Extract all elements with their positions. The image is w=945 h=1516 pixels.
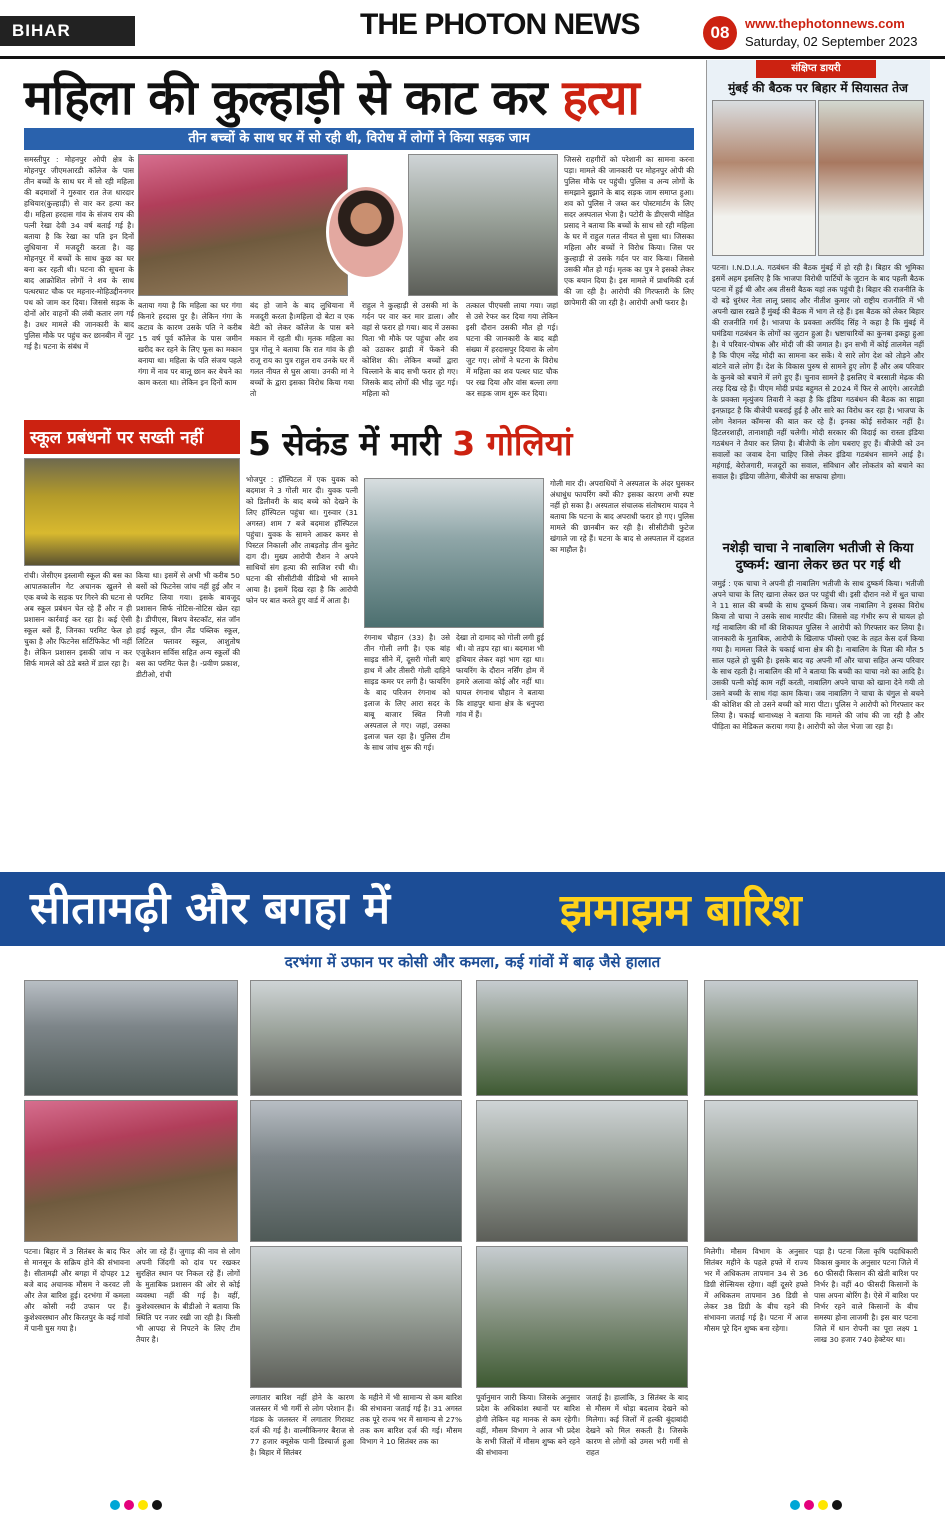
leader-photo-1 [712, 100, 816, 256]
cmyk-dot-yellow [818, 1500, 828, 1510]
leader-photo-2 [818, 100, 924, 256]
issue-date: Saturday, 02 September 2023 [745, 34, 918, 49]
story4-col5: पूर्वानुमान जारी किया। जिसके अनुसार प्रदेश के अधिकांश स्थानों पर बारिश होगी लेकिन यह मानक से कम रहेगी। वहीं, मौसम विभाग ने आज भी प्रदेश के सभी जिलों में मौसम शुष्क बने रहने की संभावना [476, 1393, 580, 1457]
story1-headline [24, 64, 694, 126]
road-traffic-photo [476, 1100, 688, 1242]
rain-photo-4 [704, 980, 918, 1096]
story1-col4: राहुल ने कुल्हाड़ी से उसकी मां के गर्दन पर वार कर मार डाला। और वहां से फरार हो गया। बाद में उसका पिता भी मौके पर पहुंचा और शव को उठाकर झाड़ी में फेंकने की कोशिश की। लेकिन बच्चों द्वारा चिल्लाने के बाद सभी फरार हो गए। जिसके बाद लोगों की भीड़ जुट गई। महिला को [362, 301, 458, 398]
story3-col1: रांची। जेसीएम इस्लामी स्कूल की बस का आपातकालीन गेट अचानक खुलने से एक बच्चे के सड़क पर गिरने की घटना से अब स्कूल प्रबंधन चेत रहे हैं और न ही प्रशासन कार्रवाई कर रहा है। कई ऐसी स्कूल बसें हैं, जिनका परमिट फेल हो चुका है और फिटनेस सर्टिफिकेट भी नहीं है। लेकिन प्रशासन इसकी जांच न कर सिर्फ मामले को ठंडे बस्ते में डाल रहा है। [24, 571, 132, 668]
cmyk-dot-cyan [110, 1500, 120, 1510]
newspaper-logo: THE PHOTON NEWS [360, 8, 640, 41]
victim-portrait [326, 184, 406, 280]
story3-headline: स्कूल प्रबंधनों पर सख्ती नहीं [24, 420, 240, 454]
story1-col1: समस्तीपुर : मोहनपुर ओपी क्षेत्र के मोहनपुर जीएमआरडी कॉलेज के पास तीन बच्चों के साथ घर में सो रही महिला की बदमाशों ने गुरुवार रात तेज धारदार हथियार(कुल्हाड़ी) से वार कर हत्या कर दी। महिला हरदास गांव के संजय राय की पत्नी रेखा देवी 34 वर्ष बताई गई है। बताया है कि रेखा का पति इन दिनों लुधियाना में मजदूरी करता है। वह मोहनपुर में बच्चों के साथ कुछ का घर बना कर रहती थी। घटना की सूचना के बाद आक्रोशित लोगों ने शव के साथ पत्थरघाट चौक पर महनार-मोहिउद्दीननगर पथ को जाम कर दिया। जिससे सड़क के दोनों ओर वाहनों की लंबी कतार लग गई है। उधर मामले की जानकारी के बाद पुलिस मौके पर पहुंच कर छानबीन में जुट गई है। घटना के संबंध में [24, 155, 134, 351]
section-label: BIHAR [0, 16, 135, 46]
story1-headline-main: महिला की कुल्हाड़ी से काट कर [24, 70, 547, 126]
story1-headline-accent: हत्या [562, 70, 639, 126]
story2-col2: रंगनाथ चौहान (33) है। उसे तीन गोली लगी है। एक बांह साइड सीने में, दूसरी गोली बाएं हाथ में और तीसरी गोली दाहिने साइड कमर पर लगी है। फायरिंग के बाद परिजन रंगनाथ को इलाज के लिए आरा सदर के बाबू बाजार स्थित निजी अस्पताल ले गए। जहां, उसका इलाज चल रहा है। पुलिस टीम के साथ जांच शुरू की गई। [364, 633, 450, 752]
story4-col6: जताई है। हालांकि, 3 सितंबर के बाद से मौसम में थोड़ा बदलाव देखने को मिलेगा। कई जिलों में हल्की बूंदाबांदी देखने को मिल सकती है। जिसके कारण से लोगों को उमस भरी गर्मी से राहत [586, 1393, 688, 1457]
highway-photo [704, 1100, 918, 1242]
cmyk-dot-magenta [804, 1500, 814, 1510]
trees-rain-photo [476, 1246, 688, 1388]
story1-col6: जिससे राहगीरों को परेशानी का सामना करना पड़ा। मामले की जानकारी पर मोहनपुर ओपी की पुलिस मौके पर पहुंची। पुलिस व अन्य लोगों के समझाने बुझाने के बाद सड़क जाम समाप्त हुआ। शव को पुलिस ने जब्त कर पोस्टमार्टम के लिए सदर अस्पताल भेजा है। पटोरी के डीएसपी मोहित प्रसाद ने बताया कि बच्चों के साथ सो रही महिला के घर में राहुल गलत नीयत से घुसा था। जिसका महिला और बच्चों ने विरोध किया। जिस पर कुल्हाड़ी से उसके गर्दन पर वार किया। जिससे उसकी मौत हो गई। मृतक का पुत्र ने इसको लेकर एक बयान दिया है। इस मामले में प्राथमिकी दर्ज की जा रही है। आरोपी की गिरफ्तारी के लिए छापेमारी की जा रही है। आरोपी अभी फरार है। [564, 155, 694, 307]
story1-subhead: तीन बच्चों के साथ घर में सो रही थी, विरोध में लोगों ने किया सड़क जाम [24, 128, 694, 150]
story4-headline-accent: झमाझम बारिश [560, 885, 802, 936]
rain-photo-2 [250, 980, 462, 1096]
website-link[interactable]: www.thephotonnews.com [745, 16, 905, 31]
story4-col8: पड़ा है। पटना जिला कृषि पदाधिकारी विकास कुमार के अनुसार पटना जिले में 60 फीसदी किसान की खेती बारिश पर निर्भर है। वहीं 40 फीसदी किसानों के पास अपना बोरिंग है। ऐसे में बारिश पर निर्भर रहने वाले किसानों के बीच समस्या होना लाजमी है। इस बार पटना जिले में धान रोपनी का पूरा लक्ष्य 1 लाख 30 हजार 740 हेक्टेयर था। [814, 1247, 918, 1344]
cctv-photo [364, 478, 544, 628]
sidebar-tab: संक्षिप्त डायरी [756, 60, 876, 78]
rain-photo-3 [476, 980, 688, 1096]
sidebar-headline: मुंबई की बैठक पर बिहार में सियासत तेज [728, 81, 908, 95]
wet-road-photo [250, 1246, 462, 1388]
page-number: 08 [703, 16, 737, 50]
rain-photo-1 [24, 980, 238, 1096]
sidebar-body: पटना। I.N.D.I.A. गठबंधन की बैठक मुंबई में हो रही है। बिहार की भूमिका इसमें अहम इसलिए है कि भाजपा विरोधी पार्टियों के जुटान के बाद पहली बैठक पटना में हुई थी और अब तीसरी बैठक यहां तक पहुंची है। बिहार की राजनीति के दो बड़े धुरंधर नेता लालू प्रसाद और नीतीश कुमार जो राष्ट्रीय राजनीति में भी अपनी खास रखते हैं मुंबई की बैठक में भाग ले रहे हैं। इस बैठक को लेकर बिहार की राजनीति गर्म है। भाजपा के प्रवक्ता अरविंद सिंह ने कहा है कि मुंबई में घमंडिया गठबंधन के लोगों का जुटान हुआ है। भ्रष्टाचारियों का कुनबा इकट्ठा हुआ है। ये परिवार-पोषक और मोदी जी की जमात है। इन सभी में कोई तालमेल नहीं है कि पीएम नरेंद्र मोदी का सामना कर सकें। ये सारे लोग देश को तोड़ने और बांटने वाले लोग हैं। देश के विकास पुरुष से सामने हुए लोग हैं और अब परिवार के कुनबे को बचाने में लगे हुए हैं। चुनाव सामने है इसलिए ये बरसाती मेढ़क की तरह दिख रहे हैं। पीएम मोदी प्रचंड बहुमत से 2024 में फिर से आएंगे। आरजेडी के प्रवक्ता मृत्युंजय तिवारी ने कहा है कि इंडिया गठबंधन की बैठक का साझा इनफ़ाइट है कि बीजेपी घबराई हुई है और सारे का विरोध कर रहा है। भाजपा के लोग नेशनल कॉमन्स की बात कर रहे हैं। इनका कोई सरोकार नहीं है। हिटलरशाही, तानाशाही नहीं चलेगी। मोदी सरकार की विदाई का रास्ता इंडिया गठबंधन ने तैयार कर लिया है। बीजेपी के लोग घबराए हुए हैं। बीजेपी को उन सवालों का जवाब देना चाहिए जिसे लेकर इंडिया गठबंधन सामने आई है। महंगाई, बेरोजगारी, मजदूरों का सवाल, संविधान और लोकतंत्र को बचाने का सवाल है। इंडिया जीतेगा, बीजेपी का सफाया होगा। [712, 263, 924, 481]
story2-col4: गोली मार दी। अपराधियों ने अस्पताल के अंदर घुसकर अंधाधुंध फायरिंग क्यों की? इसका कारण अभी स्पष्ट नहीं हो सका है। अस्पताल संचालक संतोषराम यादव ने बताया कि घटना के बाद अपराधी फरार हो गए। पुलिस मामले की छानबीन कर रही है। सीसीटीवी फुटेज खंगाले जा रहे हैं। घटना के बाद से अस्पताल में दहशत का माहौल है। [550, 479, 694, 554]
story4-col1: पटना। बिहार में 3 सितंबर के बाद फिर से मानसून के सक्रिय होने की संभावना है। सीतामढ़ी और बगहा में दोपहर 12 बजे बाद अचानक मौसम ने करवट ली और तेज बारिश हुई। दरभंगा में कमला और कोसी नदी उफान पर हैं। कुशेश्वरस्थान और किरतपुर के कई गांवों में पानी घुस गया है। [24, 1247, 130, 1333]
story1-col5: तत्काल पीएचसी लाया गया। जहां से उसे रेफर कर दिया गया लेकिन इसी दौरान उसकी मौत हो गई। घटना की जानकारी के बाद बड़ी संख्या में हरदासपुर दियारा के लोग जुट गए। लोगों ने घटना के विरोध में महिला का शव पत्थर घाट चौक पर रख दिया और वांस बल्ला लगा कर सड़क जाम शुरू कर दिया। [466, 301, 558, 398]
cmyk-dot-yellow [138, 1500, 148, 1510]
crowd-photo [138, 154, 348, 296]
story2-col1: भोजपुर : हॉस्पिटल में एक युवक को बदमाश ने 3 गोली मार दी। युवक पत्नी को डिलीवरी के बाद बच्चे को देखने के लिए हॉस्पिटल पहुंचा था। गुरुवार (31 अगस्त) शाम 7 बजे बदमाश हॉस्पिटल पहुंचा। युवक के सामने आकर कमर से पिस्टल निकाली और ताबड़तोड़ तीन बुलेट दाग दी। मुख्य आरोपी रौशन ने अपने साथियों संग हत्या की साजिश रची थी। घटना की सीसीटीवी वीडियो भी सामने आया है। इसमें दिख रहा है कि आरोपी फोन पर बात करते हुए वार्ड में आता है। [246, 475, 358, 605]
story4-col4: के महीने में भी सामान्य से कम बारिश की संभावना जताई गई है। 31 अगस्त तक पूरे राज्य भर में सामान्य से 27% तक कम बारिश दर्ज की गई। मौसम विभाग ने 10 सितंबर तक का [360, 1393, 462, 1446]
story2-headline-main: 5 सेकंड में मारी [248, 424, 441, 463]
river-photo [250, 1100, 462, 1242]
road-jam-photo [408, 154, 558, 296]
school-bus-photo [24, 458, 240, 566]
sidebar-body-2: जमुई : एक चाचा ने अपनी ही नाबालिग भतीजी के साथ दुष्कर्म किया। भतीजी अपने चाचा के लिए खाना लेकर छत पर पहुंची थी। इसी दौरान नशे में धुत चाचा ने 11 साल की बच्ची के साथ दुष्कर्म किया। जब नाबालिग ने इसका विरोध किया तो चाचा ने उसके साथ मारपीट की। जिससे वह गंभीर रूप से घायल हो गई नाबालिग की माँ की शिकायत पुलिस ने आरोपी को गिरफ्तार कर लिया है। जानकारी के मुताबिक, आरोपी के खिलाफ पॉक्सो एक्ट के तहत केस दर्ज किया गया है। मामला जिले के चकाई थाना क्षेत्र की है। नाबालिग के पिता की मौत 5 साल पहले हो चुकी है। इसके बाद वह अपनी माँ और चाचा सहित अन्य परिवार के साथ रहती है। नाबालिग की माँ ने बताया कि बच्ची का चाचा नशे का आदि है। उसकी पत्नी कोई काम नहीं करती, नाबालिग अपने चाचा को खाना देने गयी तो उसने बच्ची के साथ गंदा काम किया। जब नाबालिग ने चाचा के चंगुल से बचने की कोशिश की तो उसने बच्ची को मारा पीटा। पुलिस ने आरोपी को गिरफ्तार कर लिया है। चकाई थानाध्यक्ष ने बताया कि मामले की जांच की जा रही है और पीड़िता का मेडिकल कराया गया है। आरोपी को जेल भेजा जा रहा है। [712, 579, 924, 731]
cmyk-dot-black [832, 1500, 842, 1510]
story4-col7: मिलेगी। मौसम विभाग के अनुसार सितंबर महीने के पहले हफ्ते में राज्य भर में अधिकतम तापमान 34 से 36 डिग्री सेल्सियस रहेगा। वहीं दूसरे हफ्ते में अधिकतम तापमान 36 डिग्री से लेकर 38 डिग्री के बीच रहने की संभावना जताई गई है। पटना में आज मौसम पूरे दिन शुष्क बना रहेगा। [704, 1247, 808, 1333]
story2-headline [248, 420, 698, 470]
story2-col3: देखा तो दामाद को गोली लगी हुई थी। वो तड़प रहा था। बदमाश भी हथियार लेकर वहां भाग रहा था। फायरिंग के दौरान नर्सिंग होम में हमारे अलावा कोई और नहीं था। घायल रंगनाथ चौहान ने बताया कि शाहपुर थाना क्षेत्र के धनुपरा गांव में हैं। [456, 633, 544, 719]
story1-col3: बंद हो जाने के बाद लुधियाना में मजदूरी करता है।महिला दो बेटा व एक बेटी को लेकर कॉलेज के पास बने मकान में रहती थी। मृतक महिला का पुत्र गोलू ने बताया कि रात गांव के ही राजू राय का पुत्र राहुल राय उनके घर में गलत नीयत से घुस आया। उनकी मां ने बच्चों के द्वारा इसका विरोध किया गया तो [250, 301, 354, 398]
cmyk-dot-magenta [124, 1500, 134, 1510]
cmyk-dot-cyan [790, 1500, 800, 1510]
sidebar-headline-2: नशेड़ी चाचा ने नाबालिग भतीजी से किया दुष्कर्म: खाना लेकर छत पर गई थी [722, 541, 914, 573]
story4-col2: ओर जा रहे हैं। जुगाड़ की नाव से लोग अपनी जिंदगी को दांव पर रखकर सुरक्षित स्थान पर निकल रहे हैं। लोगों के मुताबिक प्रशासन की ओर से कोई व्यवस्था नहीं की गई है। वहीं, कुशेश्वरस्थान के बीडीओ ने बताया कि स्थिति पर नजर रखी जा रही है। किसी भी आपदा से निपटने के लिए टीम तैयार है। [136, 1247, 240, 1344]
story3-col2: किया था। इसमें से अभी भी करीब 50 बसों को फिटनेस जांच नहीं हुई और न परमिट लिया गया। इसके बावजूद प्रशासन सिर्फ नोटिस-नोटिस खेल रहा है। डीपीएस, बिशप वेस्टकॉट, संत जॉन हाई स्कूल, ग्रीन लैंड पब्लिक स्कूल, लिटिल फ्लावर स्कूल, आशुतोष एजुकेशन सर्विस सहित अन्य स्कूलों की बस का परमिट फेल है। -प्रवीण प्रकाश, डीटीओ, रांची [136, 571, 240, 679]
flood-people-photo [24, 1100, 238, 1242]
story4-headline-main: सीतामढ़ी और बगहा में [30, 883, 391, 934]
story4-col3: लगातार बारिश नहीं होने के कारण जलस्तर में भी गर्मी से लोग परेशान हैं। गंडक के जलस्तर में लगातार गिरावट दर्ज की गई है। वाल्मीकिनगर बैराज से 77 हजार क्यूसेक पानी डिस्चार्ज हुआ है। बिहार में सितंबर [250, 1393, 354, 1457]
story4-subhead: दरभंगा में उफान पर कोसी और कमला, कई गांवों में बाढ़ जैसे हालात [284, 953, 661, 971]
masthead-rule [0, 56, 945, 59]
story2-headline-accent: 3 गोलियां [452, 424, 573, 463]
cmyk-dot-black [152, 1500, 162, 1510]
story1-col2: बताया गया है कि महिला का घर गंगा किनारे हरदास पुर है। लेकिन गंगा के कटाव के कारण उसके पति ने करीब 15 वर्ष पूर्व कॉलेज के पास जमीन खरीद कर रहने के लिए फूस का मकान बनाया था। महिला के पति संजय पहले गंगा में नाव पर बालू छान कर बेचने का काम करता था। लेकिन इन दिनों काम [138, 301, 242, 387]
